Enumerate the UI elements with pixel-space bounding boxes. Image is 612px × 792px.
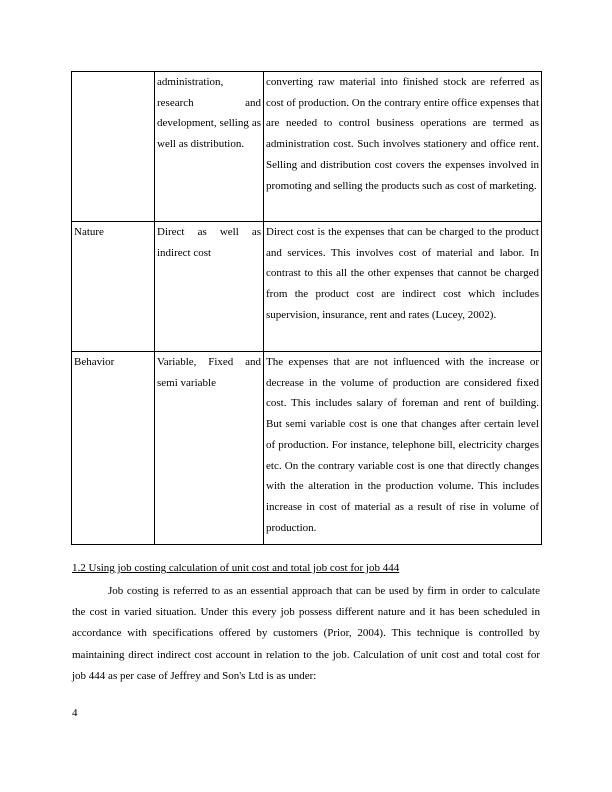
table-row <box>72 352 542 545</box>
basis-cell: administration, research and development, selling as well as distribution. <box>155 72 264 222</box>
description-cell: converting raw material into finished stock are referred as cost of production. On the contrary entire office expenses that are needed to control business operations are termed as administration cost. Such involves stationery and office rent. Selling and distribution cost covers the expenses involved in promoting and selling the products such as cost of marketing. <box>264 72 542 222</box>
row-label-cell <box>72 72 155 222</box>
body-paragraph: Job costing is referred to as an essential approach that can be used by firm in order to calculate the cost in varied situation. Under this every job possess different nature and it has been scheduled in accordance with specifications offered by customers (Prior, 2004). This technique is controlled by maintaining direct indirect cost account in relation to the job. Calculation of unit cost and total cost for job 444 as per case of Jeffrey and Son's Ltd is as under: <box>72 585 540 682</box>
table-row <box>72 222 542 352</box>
description-cell: The expenses that are not influenced with the increase or decrease in the volume of production are considered fixed cost. This includes salary of foreman and rent of building. But semi variable cost is one that changes after certain level of production. For instance, telephone bill, electricity charges etc. On the contrary variable cost is one that directly changes with the alteration in the production volume. This includes increase in cost of material as a result of rise in volume of production. <box>264 352 542 545</box>
row-label-cell: Behavior <box>72 352 155 545</box>
cost-classification-table <box>71 71 542 545</box>
section-heading: 1.2 Using job costing calculation of unit cost and total job cost for job 444 <box>72 562 400 574</box>
description-cell: Direct cost is the expenses that can be charged to the product and services. This involves cost of material and labor. In contrast to this all the other expenses that cannot be charged from the product cost are indirect cost which includes supervision, insurance, rent and rates (Lucey, 2002). <box>264 222 542 352</box>
page-number: 4 <box>72 707 78 719</box>
basis-cell: Direct as well as indirect cost <box>155 222 264 352</box>
table-row <box>72 72 542 222</box>
row-label-cell: Nature <box>72 222 155 352</box>
basis-cell: Variable, Fixed and semi variable <box>155 352 264 545</box>
